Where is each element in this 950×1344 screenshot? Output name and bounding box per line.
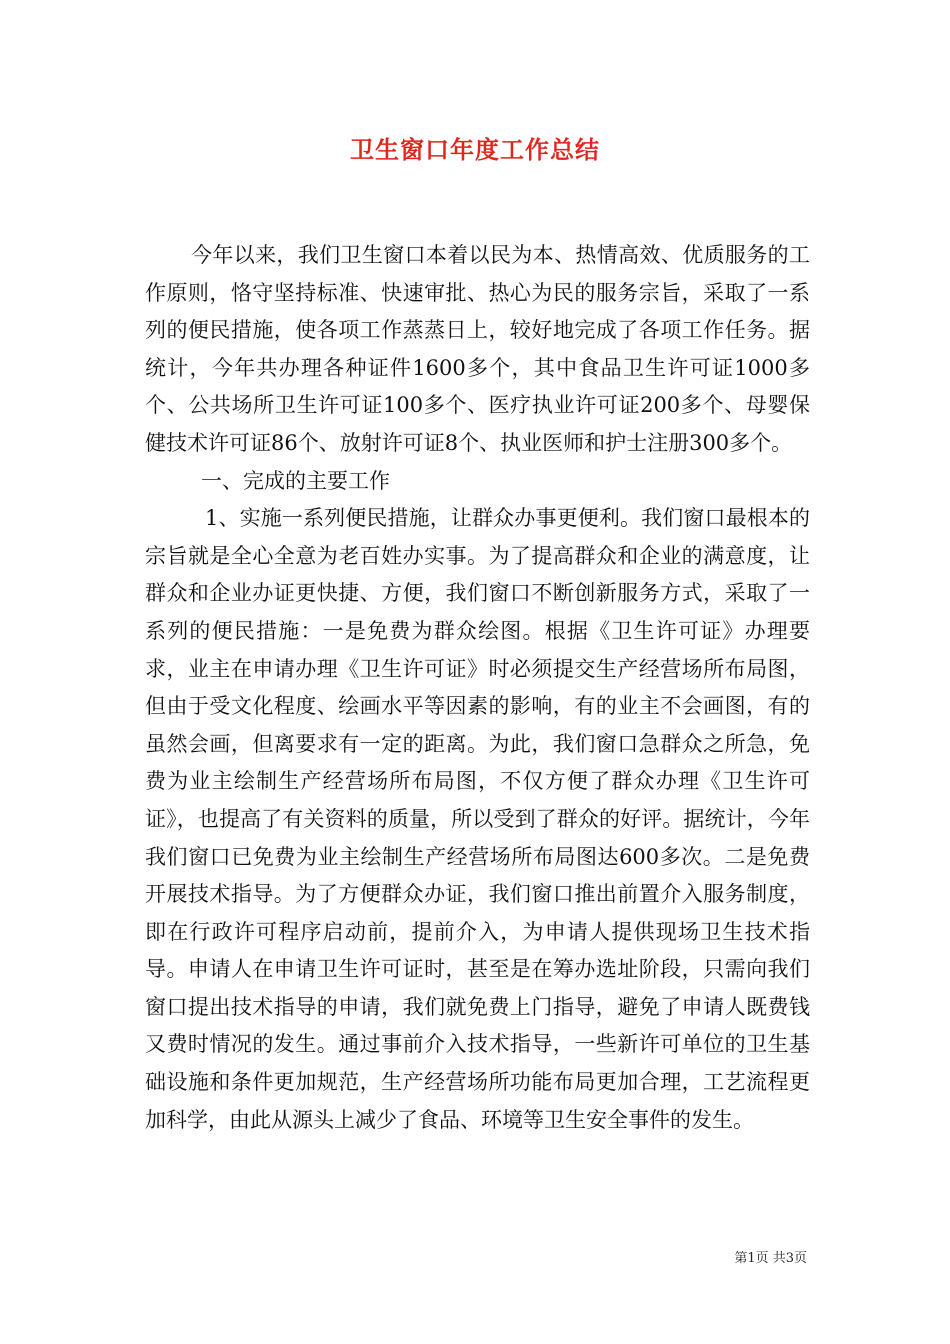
- document-title: 卫生窗口年度工作总结: [350, 135, 600, 164]
- intro-paragraph: 今年以来，我们卫生窗口本着以民为本、热情高效、优质服务的工作原则，恪守坚持标准、快速审批、热心为民的服务宗旨，采取了一系列的便民措施，使各项工作蒸蒸日上，较好地完成了各项工作任务。据统计，今年共办理各种证件1600多个，其中食品卫生许可证1000多个、公共场所卫生许可证100多个、医疗执业许可证200多个、母婴保健技术许可证86个、放射许可证8个、执业医师和护士注册300多个。: [145, 243, 810, 455]
- body-paragraph: 1、实施一系列便民措施，让群众办事更便利。我们窗口最根本的宗旨就是全心全意为老百姓办实事。为了提高群众和企业的满意度，让群众和企业办证更快捷、方便，我们窗口不断创新服务方式，采取了一系列的便民措施：一是免费为群众绘图。根据《卫生许可证》办理要求，业主在申请办理《卫生许可证》时必须提交生产经营场所布局图，但由于受文化程度、绘画水平等因素的影响，有的业主不会画图，有的虽然会画，但离要求有一定的距离。为此，我们窗口急群众之所急，免费为业主绘制生产经营场所布局图，不仅方便了群众办理《卫生许可证》，也提高了有关资料的质量，所以受到了群众的好评。据统计，今年我们窗口已免费为业主绘制生产经营场所布局图达600多次。二是免费开展技术指导。为了方便群众办证，我们窗口推出前置介入服务制度，即在行政许可程序启动前，提前介入，为申请人提供现场卫生技术指导。申请人在申请卫生许可证时，甚至是在筹办选址阶段，只需向我们窗口提出技术指导的申请，我们就免费上门指导，避免了申请人既费钱又费时情况的发生。通过事前介入技术指导，一些新许可单位的卫生基础设施和条件更加规范，生产经营场所功能布局更加合理，工艺流程更加科学，由此从源头上减少了食品、环境等卫生安全事件的发生。: [145, 506, 810, 1132]
- section-heading: 一、完成的主要工作: [201, 468, 390, 493]
- page-number: 第1页 共3页: [734, 1251, 807, 1266]
- document-body: [145, 237, 810, 1139]
